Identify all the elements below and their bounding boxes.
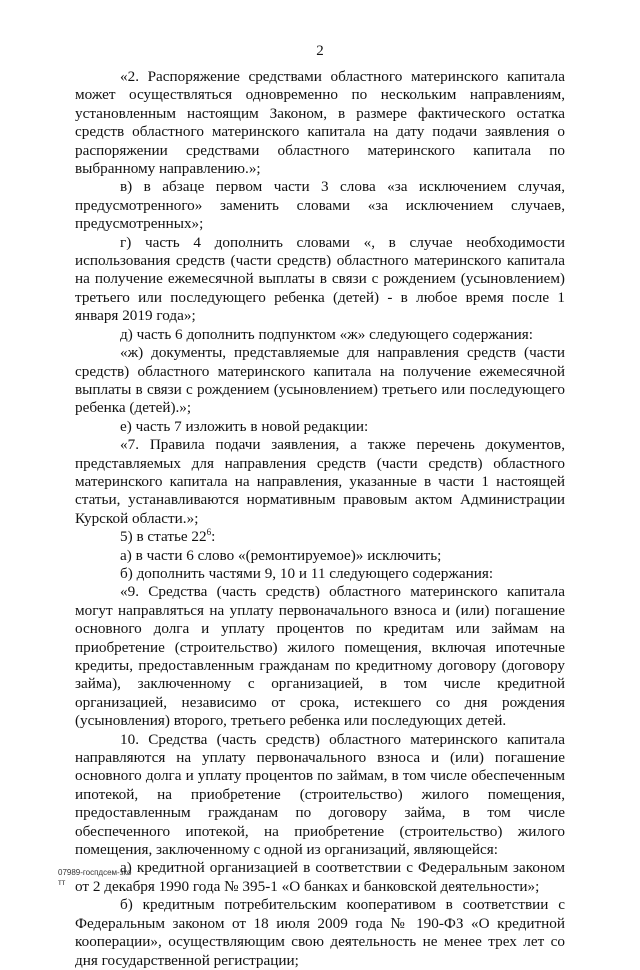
paragraph: в) в абзаце первом части 3 слова «за исключением случая, предусмотренного» заменить словами «за исключением случаев, предусмотренных»; <box>75 178 565 233</box>
document-footer <box>58 868 131 888</box>
article-reference-suffix: : <box>211 528 216 546</box>
footer-code: 07989-госпдсем-зко <box>58 868 132 877</box>
footer-initials: тт <box>58 878 66 887</box>
paragraph: «2. Распоряжение средствами областного материнского капитала может осуществляться одновременно по нескольким направлениям, установленным настоящим Законом, в размере фактического остатка средств областного материнского капитала на дату подачи заявления о распоряжении средствами областного материнского капитала по выбранному направлению.»; <box>75 68 565 178</box>
paragraph: 10. Средства (часть средств) областного материнского капитала направляются на уплату первоначального взноса и (или) погашение основного долга и уплату процентов по займам, в том числе обеспеченным ипотекой, на приобретение (строительство) жилого помещения, предоставленным гражданам по договору займа, в том числе обеспеченного ипотекой, на приобретение (строительство) жилого помещения, заключенному с одной из организаций, являющейся: <box>75 730 565 859</box>
paragraph: д) часть 6 дополнить подпунктом «ж» следующего содержания: <box>120 325 534 343</box>
paragraph: «7. Правила подачи заявления, а также перечень документов, представляемых для направления средств (части средств) областного материнского капитала на направления, указанные в части 1 настоящей статьи, устанавливаются нормативным правовым актом Администрации Курской области.»; <box>75 436 565 527</box>
paragraph: б) кредитным потребительским кооперативом в соответствии с Федеральным законом от 18 июля 2009 года № 190-ФЗ «О кредитной кооперации», осуществляющим свою деятельность не менее трех лет со дня государственной регистрации; <box>75 896 565 969</box>
paragraph: а) кредитной организацией в соответствии с Федеральным законом от 2 декабря 1990 года № 395-1 «О банках и банковской деятельности»; <box>75 859 565 895</box>
article-reference-superscript: 6 <box>206 527 212 538</box>
paragraph: «9. Средства (часть средств) областного материнского капитала могут направляться на уплату первоначального взноса и (или) погашение основного долга и уплату процентов по кредитам или займам на приобретение (строительство) жилого помещения, включая ипотечные кредиты, предоставленным гражданам по кредитному договору (договору займа), заключенному с организацией, в том числе кредитной организацией, независимо от срока, истекшего со дня рождения (усыновления) второго, третьего ребенка или последующих детей. <box>75 583 565 730</box>
article-reference <box>75 528 565 546</box>
page-number: 2 <box>316 43 324 59</box>
article-reference-text: 5) в статье 22 <box>120 528 207 546</box>
paragraph: б) дополнить частями 9, 10 и 11 следующего содержания: <box>120 564 494 582</box>
paragraph: е) часть 7 изложить в новой редакции: <box>120 417 369 435</box>
paragraph: «ж) документы, представляемые для направления средств (части средств) областного материнского капитала на получение ежемесячной выплаты в связи с рождением (усыновлением) третьего или последующего ребенка (детей).»; <box>75 344 565 417</box>
paragraph: г) часть 4 дополнить словами «, в случае необходимости использования средств (части средств) областного материнского капитала на получение ежемесячной выплаты в связи с рождением (усыновлением) третьего или последующего ребенка (детей) - в любое время после 1 января 2019 года»; <box>75 233 565 325</box>
document-body <box>75 68 565 970</box>
paragraph: а) в части 6 слово «(ремонтируемое)» исключить; <box>120 546 442 564</box>
